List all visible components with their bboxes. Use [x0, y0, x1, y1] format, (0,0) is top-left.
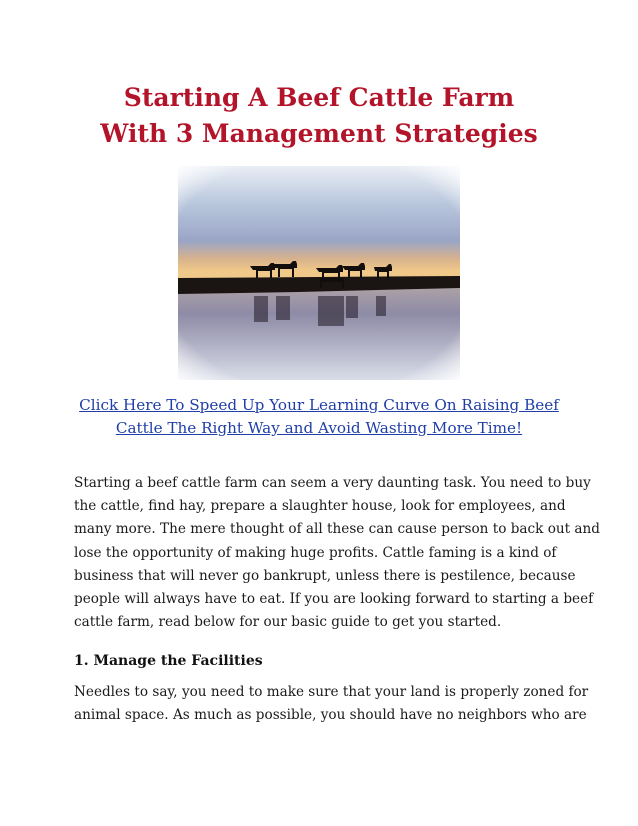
- page-title: [0, 80, 638, 152]
- section-1-line: animal space. As much as possible, you should have no neighbors who are: [74, 707, 587, 724]
- intro-line: cattle farm, read below for our basic guide to get you started.: [74, 614, 502, 631]
- promo-line-1: Click Here To Speed Up Your Learning Curve On Raising Beef: [79, 396, 559, 414]
- section-1-paragraph: [74, 681, 589, 727]
- cattle-silhouette-photo: [178, 166, 460, 380]
- intro-line: Starting a beef cattle farm can seem a very daunting task. You need to buy: [74, 475, 591, 491]
- intro-line: business that will never go bankrupt, unless there is pestilence, because: [74, 567, 576, 584]
- title-line-1: Starting A Beef Cattle Farm: [123, 83, 515, 112]
- section-1-heading: 1. Manage the Facilities: [74, 653, 263, 669]
- intro-line: many more. The mere thought of all these can cause person to back out and: [74, 521, 600, 538]
- intro-line: the cattle, find hay, prepare a slaughter house, look for employees, and: [74, 498, 566, 515]
- intro-line: lose the opportunity of making huge profits. Cattle faming is a kind of: [74, 544, 557, 561]
- promo-link[interactable]: [60, 394, 578, 440]
- section-1-line: Needles to say, you need to make sure that your land is properly zoned for: [74, 684, 589, 700]
- promo-line-2: Cattle The Right Way and Avoid Wasting More Time!: [115, 419, 523, 437]
- intro-line: people will always have to eat. If you are looking forward to starting a beef: [74, 591, 594, 608]
- photo-image: [178, 166, 460, 380]
- intro-paragraph: [74, 472, 600, 634]
- title-line-2: With 3 Management Strategies: [100, 119, 538, 148]
